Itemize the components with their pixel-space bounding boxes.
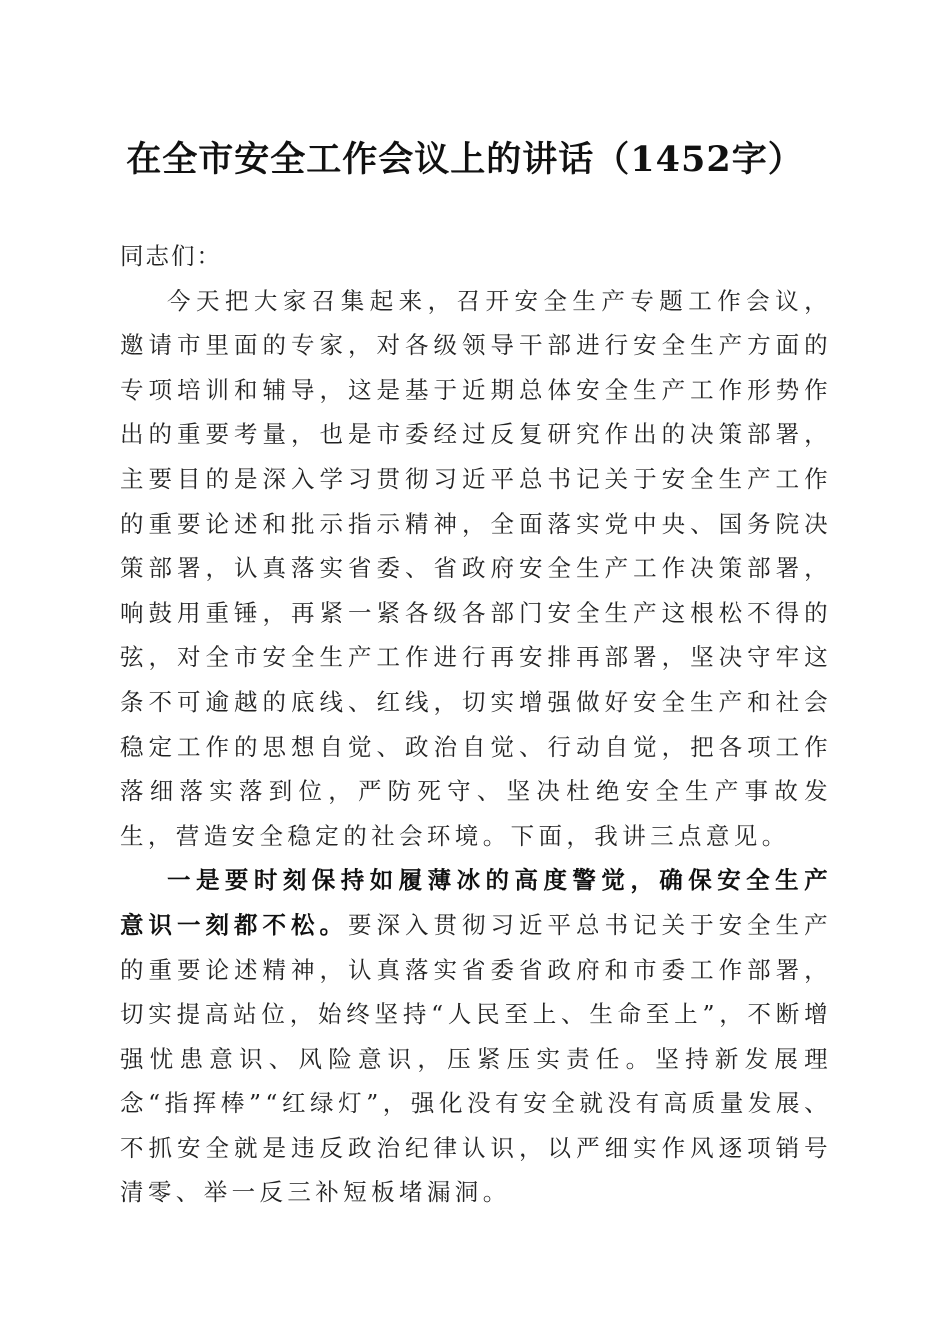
- paragraph-point-one-heading: 一是要时刻保持如履薄冰的高度警觉，确保安全生产意识一刻都不松。: [120, 866, 832, 939]
- paragraph-opening: 今天把大家召集起来，召开安全生产专题工作会议，邀请市里面的专家，对各级领导干部进行安全生产方面的专项培训和辅导，这是基于近期总体安全生产工作形势作出的重要考量，也是市委经过反复研究作出的决策部署，主要目的是深入学习贯彻习近平总书记关于安全生产工作的重要论述和批示指示精神，全面落实党中央、国务院决策部署，认真落实省委、省政府安全生产工作决策部署，响鼓用重锤，再紧一紧各级各部门安全生产这根松不得的弦，对全市安全生产工作进行再安排再部署，坚决守牢这条不可逾越的底线、红线，切实增强做好安全生产和社会稳定工作的思想自觉、政治自觉、行动自觉，把各项工作落细落实落到位，严防死守、坚决杜绝安全生产事故发生，营造安全稳定的社会环境。下面，我讲三点意见。: [120, 286, 832, 850]
- paragraph-point-one-body: 要深入贯彻习近平总书记关于安全生产的重要论述精神，认真落实省委省政府和市委工作部署，切实提高站位，始终坚持“人民至上、生命至上”，不断增强忧患意识、风险意识，压紧压实责任。坚持新发展理念“指挥棒”“红绿灯”，强化没有安全就没有高质量发展、不抓安全就是违反政治纪律认识，以严细实作风逐项销号清零、举一反三补短板堵漏洞。: [120, 910, 832, 1207]
- salutation: 同志们：: [120, 242, 222, 270]
- paragraph-point-one: [120, 858, 832, 1215]
- document-body: [120, 234, 832, 1215]
- document-title: 在全市安全工作会议上的讲话（1452字）: [126, 139, 804, 180]
